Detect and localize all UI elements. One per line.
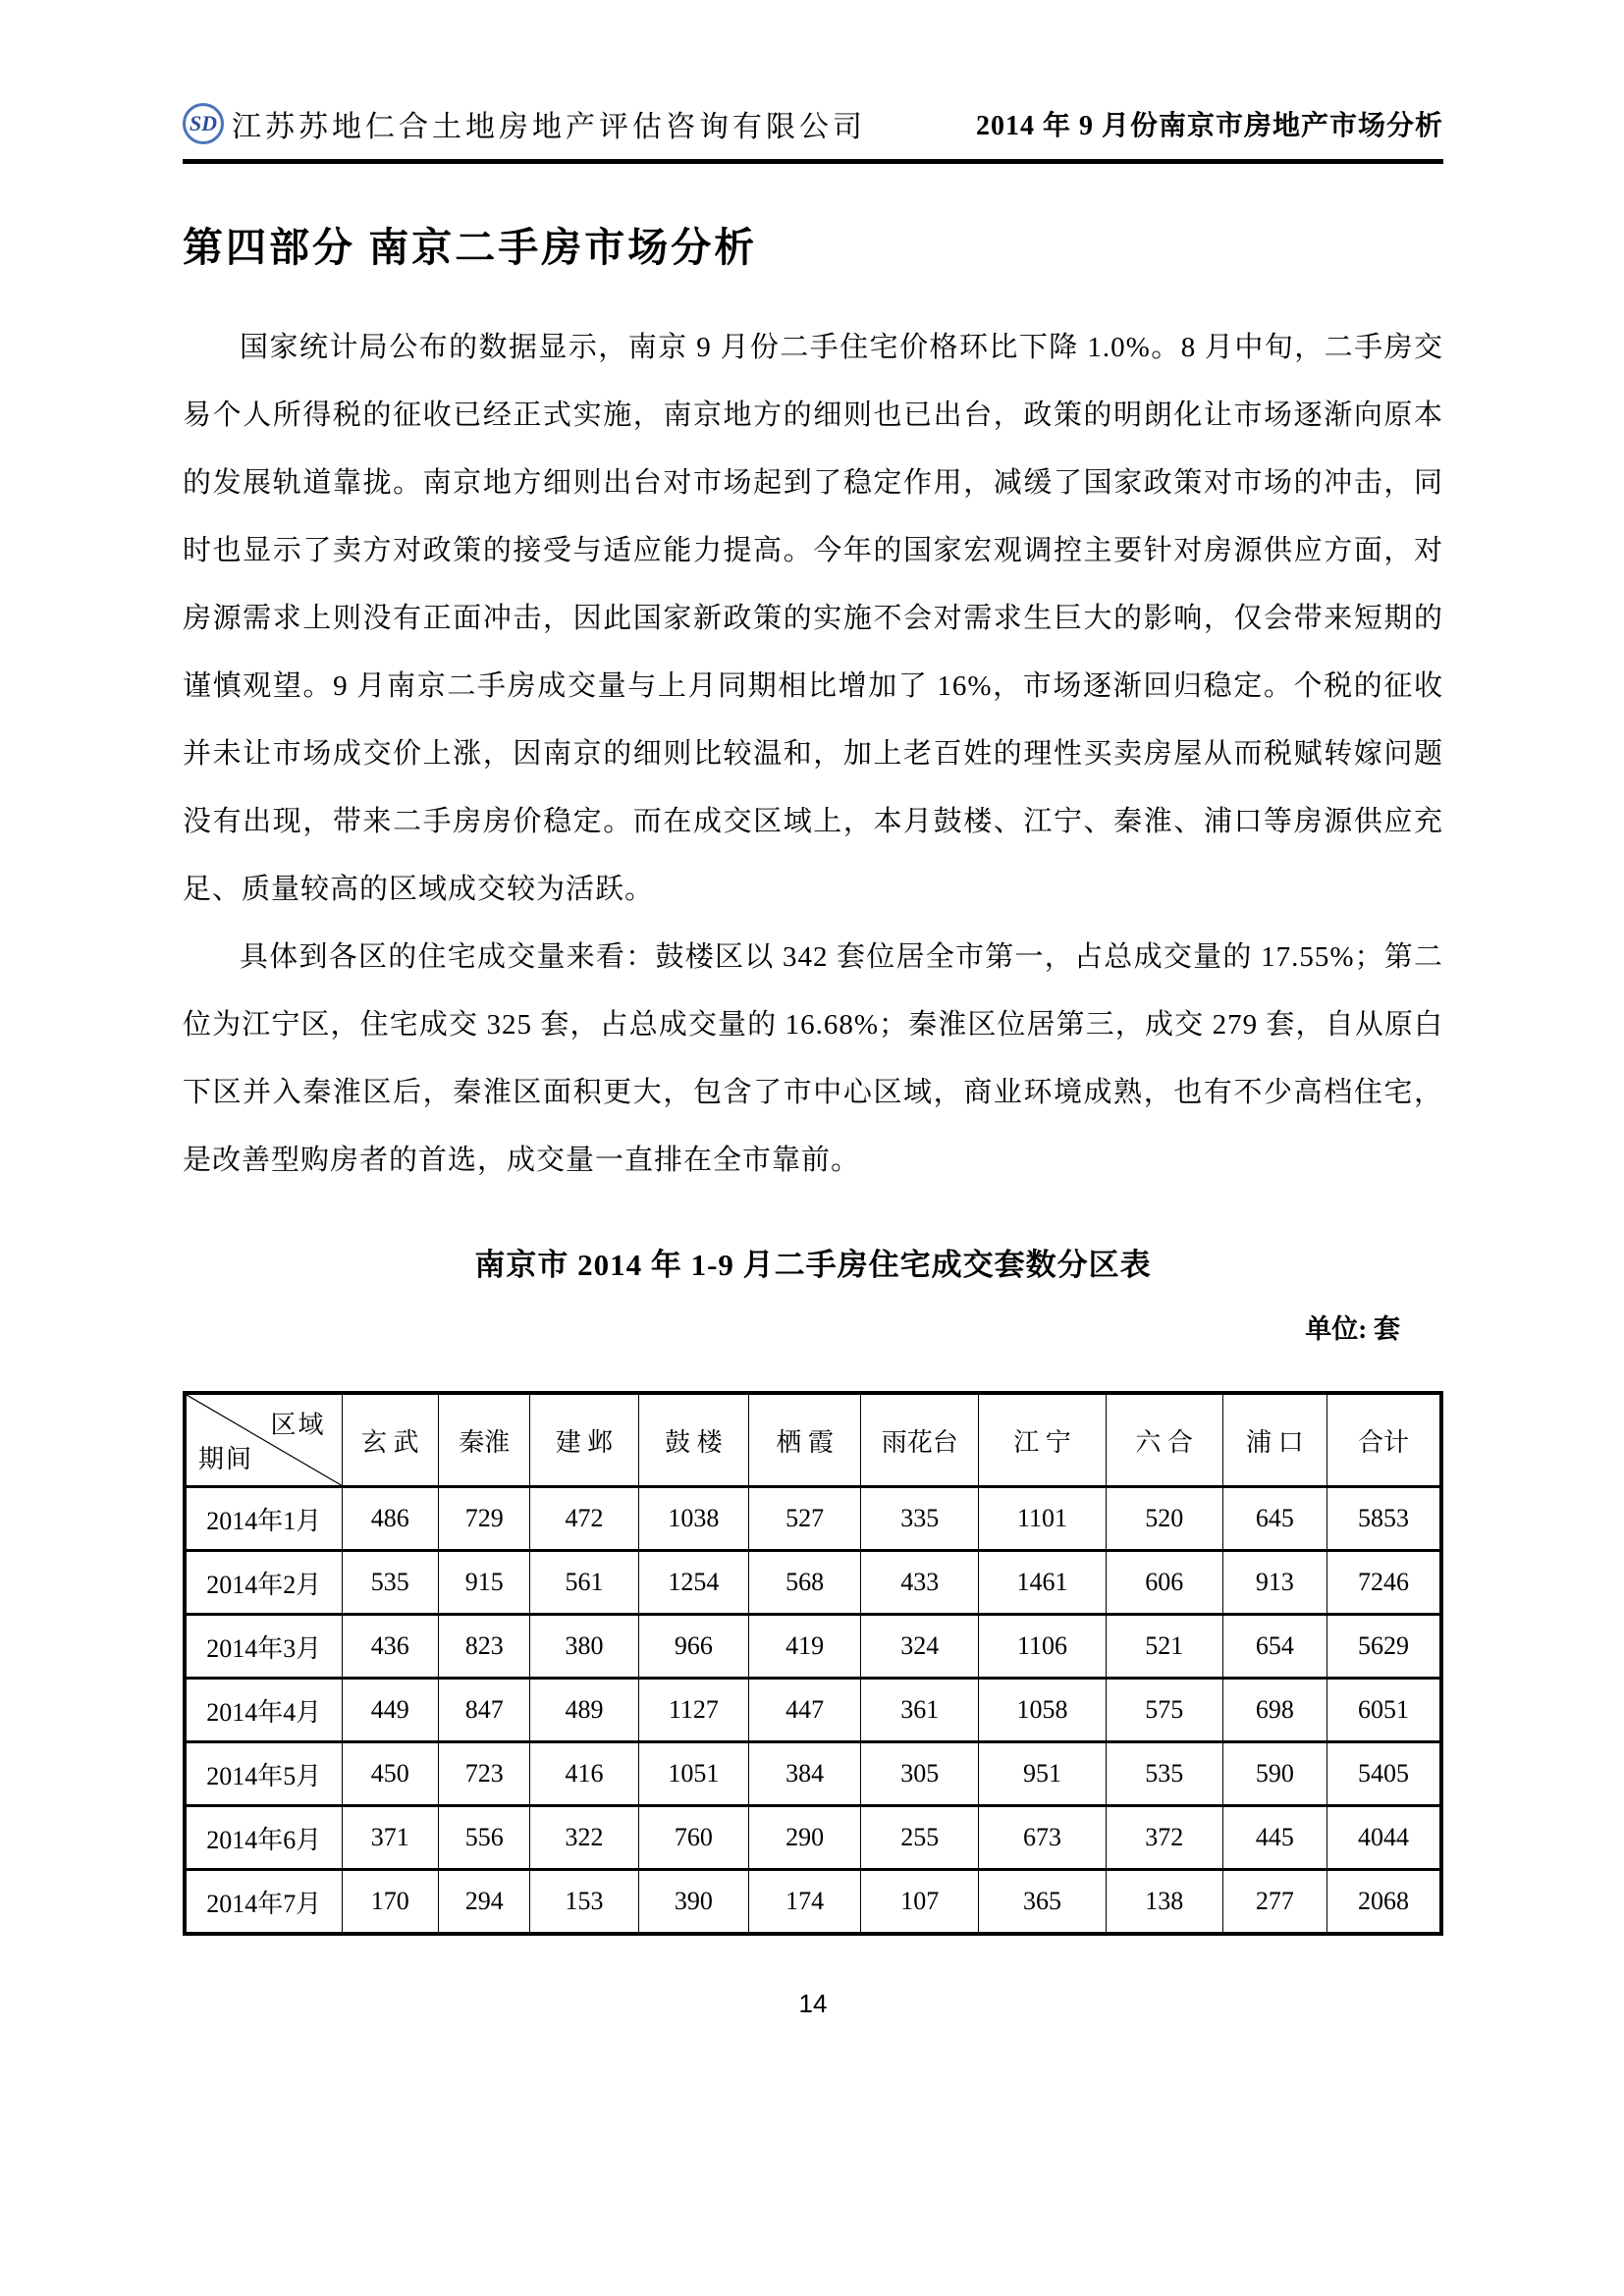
value-cell: 7246	[1326, 1551, 1441, 1615]
column-header: 鼓 楼	[638, 1393, 749, 1487]
value-cell: 445	[1222, 1806, 1326, 1870]
value-cell: 723	[439, 1742, 530, 1806]
period-cell: 2014年1月	[185, 1487, 342, 1551]
value-cell: 290	[749, 1806, 861, 1870]
table-row	[185, 1615, 1441, 1679]
value-cell: 1058	[979, 1679, 1106, 1742]
section-title: 第四部分 南京二手房市场分析	[183, 225, 758, 270]
unit-label: 单位: 套	[1305, 1314, 1400, 1344]
value-cell: 1038	[638, 1487, 749, 1551]
value-cell: 5405	[1326, 1742, 1441, 1806]
value-cell: 335	[861, 1487, 979, 1551]
value-cell: 365	[979, 1870, 1106, 1935]
column-header: 雨花台	[861, 1393, 979, 1487]
paragraph-district-detail: 具体到各区的住宅成交量来看：鼓楼区以 342 套位居全市第一，占总成交量的 17.55%；第二位为江宁区，住宅成交 325 套，占总成交量的 16.68%；秦淮区位居第三，成交 279 套，自从原白下区并入秦淮区后，秦淮区面积更大，包含了市中心区域，商业环境成熟，也有不少高档住宅，是改善型购房者的首选，成交量一直排在全市靠前。	[183, 941, 1443, 1176]
value-cell: 449	[342, 1679, 439, 1742]
table-row	[185, 1487, 1441, 1551]
value-cell: 561	[530, 1551, 638, 1615]
value-cell: 277	[1222, 1870, 1326, 1935]
corner-label-period: 期间	[198, 1445, 254, 1473]
value-cell: 4044	[1326, 1806, 1441, 1870]
value-cell: 520	[1106, 1487, 1222, 1551]
table-row	[185, 1679, 1441, 1742]
paragraph-market-overview: 国家统计局公布的数据显示，南京 9 月份二手住宅价格环比下降 1.0%。8 月中旬，二手房交易个人所得税的征收已经正式实施，南京地方的细则也已出台，政策的明朗化让市场逐渐向原本的发展轨道靠拢。南京地方细则出台对市场起到了稳定作用，减缓了国家政策对市场的冲击，同时也显示了卖方对政策的接受与适应能力提高。今年的国家宏观调控主要针对房源供应方面，对房源需求上则没有正面冲击，因此国家新政策的实施不会对需求生巨大的影响，仅会带来短期的谨慎观望。9 月南京二手房成交量与上月同期相比增加了 16%，市场逐渐回归稳定。个税的征收并未让市场成交价上涨，因南京的细则比较温和，加上老百姓的理性买卖房屋从而税赋转嫁问题没有出现，带来二手房房价稳定。而在成交区域上，本月鼓楼、江宁、秦淮、浦口等房源供应充足、质量较高的区域成交较为活跃。	[183, 332, 1443, 905]
corner-cell	[185, 1393, 342, 1487]
value-cell: 575	[1106, 1679, 1222, 1742]
period-cell: 2014年5月	[185, 1742, 342, 1806]
table-row	[185, 1806, 1441, 1870]
value-cell: 489	[530, 1679, 638, 1742]
value-cell: 1254	[638, 1551, 749, 1615]
period-cell: 2014年3月	[185, 1615, 342, 1679]
column-header: 浦 口	[1222, 1393, 1326, 1487]
value-cell: 255	[861, 1806, 979, 1870]
value-cell: 951	[979, 1742, 1106, 1806]
value-cell: 6051	[1326, 1679, 1441, 1742]
value-cell: 107	[861, 1870, 979, 1935]
value-cell: 729	[439, 1487, 530, 1551]
value-cell: 590	[1222, 1742, 1326, 1806]
value-cell: 380	[530, 1615, 638, 1679]
period-cell: 2014年7月	[185, 1870, 342, 1935]
table-row	[185, 1870, 1441, 1935]
column-header: 江 宁	[979, 1393, 1106, 1487]
period-cell: 2014年4月	[185, 1679, 342, 1742]
value-cell: 2068	[1326, 1870, 1441, 1935]
value-cell: 527	[749, 1487, 861, 1551]
column-header: 合计	[1326, 1393, 1441, 1487]
value-cell: 390	[638, 1870, 749, 1935]
table-body	[185, 1487, 1441, 1935]
value-cell: 1051	[638, 1742, 749, 1806]
value-cell: 645	[1222, 1487, 1326, 1551]
value-cell: 372	[1106, 1806, 1222, 1870]
table-title: 南京市 2014 年 1-9 月二手房住宅成交套数分区表	[474, 1248, 1152, 1282]
period-cell: 2014年2月	[185, 1551, 342, 1615]
value-cell: 535	[1106, 1742, 1222, 1806]
value-cell: 535	[342, 1551, 439, 1615]
page-number: 14	[798, 1989, 828, 2018]
value-cell: 153	[530, 1870, 638, 1935]
value-cell: 450	[342, 1742, 439, 1806]
value-cell: 5629	[1326, 1615, 1441, 1679]
value-cell: 436	[342, 1615, 439, 1679]
company-logo-icon	[183, 103, 224, 144]
value-cell: 1461	[979, 1551, 1106, 1615]
value-cell: 1127	[638, 1679, 749, 1742]
value-cell: 823	[439, 1615, 530, 1679]
column-header: 玄 武	[342, 1393, 439, 1487]
value-cell: 698	[1222, 1679, 1326, 1742]
value-cell: 419	[749, 1615, 861, 1679]
value-cell: 324	[861, 1615, 979, 1679]
value-cell: 913	[1222, 1551, 1326, 1615]
table-header-row	[185, 1393, 1441, 1487]
value-cell: 915	[439, 1551, 530, 1615]
value-cell: 654	[1222, 1615, 1326, 1679]
value-cell: 673	[979, 1806, 1106, 1870]
period-cell: 2014年6月	[185, 1806, 342, 1870]
value-cell: 847	[439, 1679, 530, 1742]
value-cell: 322	[530, 1806, 638, 1870]
corner-label-region: 区域	[270, 1411, 326, 1439]
column-header: 栖 霞	[749, 1393, 861, 1487]
value-cell: 486	[342, 1487, 439, 1551]
value-cell: 361	[861, 1679, 979, 1742]
value-cell: 447	[749, 1679, 861, 1742]
value-cell: 170	[342, 1870, 439, 1935]
value-cell: 521	[1106, 1615, 1222, 1679]
table-row	[185, 1551, 1441, 1615]
value-cell: 966	[638, 1615, 749, 1679]
value-cell: 138	[1106, 1870, 1222, 1935]
value-cell: 606	[1106, 1551, 1222, 1615]
value-cell: 371	[342, 1806, 439, 1870]
page-header	[183, 102, 1443, 164]
column-header: 六 合	[1106, 1393, 1222, 1487]
logo-text: SD	[189, 111, 218, 135]
table-row	[185, 1742, 1441, 1806]
transactions-table	[183, 1391, 1443, 1936]
value-cell: 1106	[979, 1615, 1106, 1679]
column-header: 建 邺	[530, 1393, 638, 1487]
column-header: 秦淮	[439, 1393, 530, 1487]
value-cell: 556	[439, 1806, 530, 1870]
company-name: 江苏苏地仁合土地房地产评估咨询有限公司	[232, 111, 866, 143]
value-cell: 1101	[979, 1487, 1106, 1551]
value-cell: 568	[749, 1551, 861, 1615]
value-cell: 305	[861, 1742, 979, 1806]
value-cell: 384	[749, 1742, 861, 1806]
page-footer	[183, 1989, 1443, 2019]
value-cell: 174	[749, 1870, 861, 1935]
header-left	[183, 102, 866, 145]
report-title: 2014 年 9 月份南京市房地产市场分析	[975, 111, 1443, 141]
value-cell: 760	[638, 1806, 749, 1870]
value-cell: 472	[530, 1487, 638, 1551]
value-cell: 433	[861, 1551, 979, 1615]
value-cell: 294	[439, 1870, 530, 1935]
value-cell: 5853	[1326, 1487, 1441, 1551]
value-cell: 416	[530, 1742, 638, 1806]
